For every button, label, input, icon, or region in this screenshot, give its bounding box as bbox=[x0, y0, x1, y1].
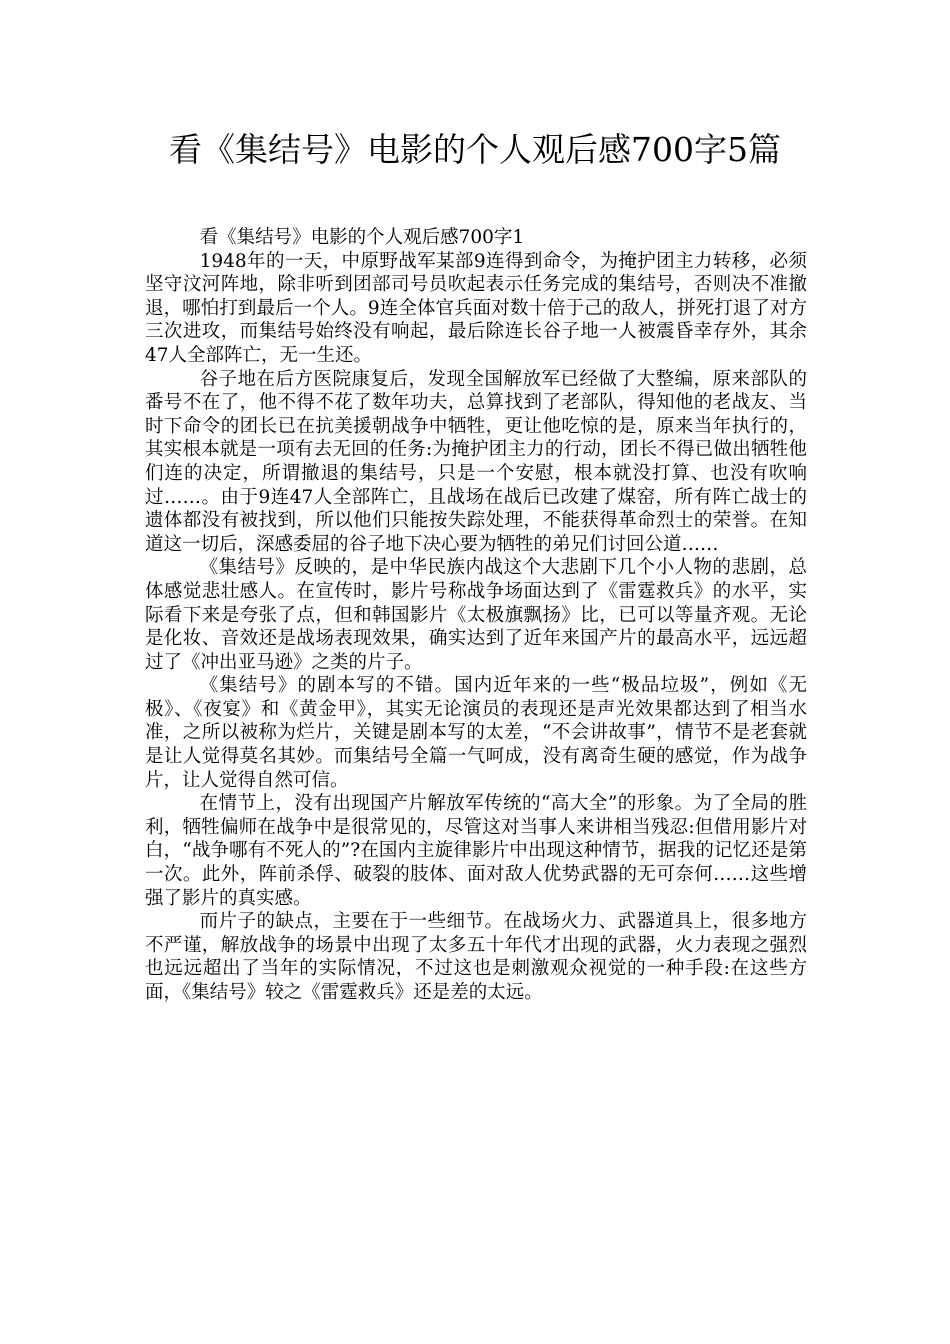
paragraph: 而片子的缺点，主要在于一些细节。在战场火力、武器道具上，很多地方不严谨，解放战争的场景中出现了太多五十年代才出现的武器，火力表现之强烈也远远超出了当年的实际情况，不过这也是刺激观众视觉的一种手段:在这些方面，《集结号》较之《雷霆救兵》还是差的太远。 bbox=[145, 911, 807, 1003]
section-heading: 看《集结号》电影的个人观后感700字1 bbox=[199, 227, 525, 248]
paragraph: 《集结号》的剧本写的不错。国内近年来的一些“极品垃圾”，例如《无极》、《夜宴》和《黄金甲》，其实无论演员的表现还是声光效果都达到了相当水准，之所以被称为烂片，关键是剧本写的太差，“不会讲故事”，情节不是老套就是让人觉得莫名其妙。而集结号全篇一气呵成，没有离奇生硬的感觉，作为战争片，让人觉得自然可信。 bbox=[145, 675, 807, 791]
paragraph: 1948年的一天，中原野战军某部9连得到命令，为掩护团主力转移，必须坚守汶河阵地，除非听到团部司号员吹起表示任务完成的集结号，否则决不准撤退，哪怕打到最后一个人。9连全体官兵面对数十倍于己的敌人，拼死打退了对方三次进攻，而集结号始终没有响起，最后除连长谷子地一人被震昏幸存外，其余47人全部阵亡，无一生还。 bbox=[145, 250, 807, 366]
paragraph: 在情节上，没有出现国产片解放军传统的“高大全”的形象。为了全局的胜利，牺牲偏师在战争中是很常见的，尽管这对当事人来讲相当残忍:但借用影片对白，“战争哪有不死人的”?在国内主旋律影片中出现这种情节，据我的记忆还是第一次。此外，阵前杀俘、破裂的肢体、面对敌人优势武器的无可奈何……这些增强了影片的真实感。 bbox=[145, 793, 807, 909]
paragraph: 《集结号》反映的，是中华民族内战这个大悲剧下几个小人物的悲剧，总体感觉悲壮感人。在宣传时，影片号称战争场面达到了《雷霆救兵》的水平，实际看下来是夸张了点，但和韩国影片《太极旗飘扬》比，已可以等量齐观。无论是化妆、音效还是战场表现效果，确实达到了近年来国产片的最高水平，远远超过了《冲出亚马逊》之类的片子。 bbox=[145, 557, 807, 673]
paragraph: 谷子地在后方医院康复后，发现全国解放军已经做了大整编，原来部队的番号不在了，他不得不花了数年功夫，总算找到了老部队，得知他的老战友、当时下命令的团长已在抗美援朝战争中牺牲，更让他吃惊的是，原来当年执行的，其实根本就是一项有去无回的任务:为掩护团主力的行动，团长不得已做出牺牲他们连的决定，所谓撤退的集结号，只是一个安慰，根本就没打算、也没有吹响过……。由于9连47人全部阵亡，且战场在战后已改建了煤窑，所有阵亡战士的遗体都没有被找到，所以他们只能按失踪处理，不能获得革命烈士的荣誉。在知道这一切后，深感委屈的谷子地下决心要为牺牲的弟兄们讨回公道…… bbox=[145, 368, 807, 555]
document-title: 看《集结号》电影的个人观后感700字5篇 bbox=[169, 130, 781, 169]
document-body bbox=[145, 226, 807, 1005]
